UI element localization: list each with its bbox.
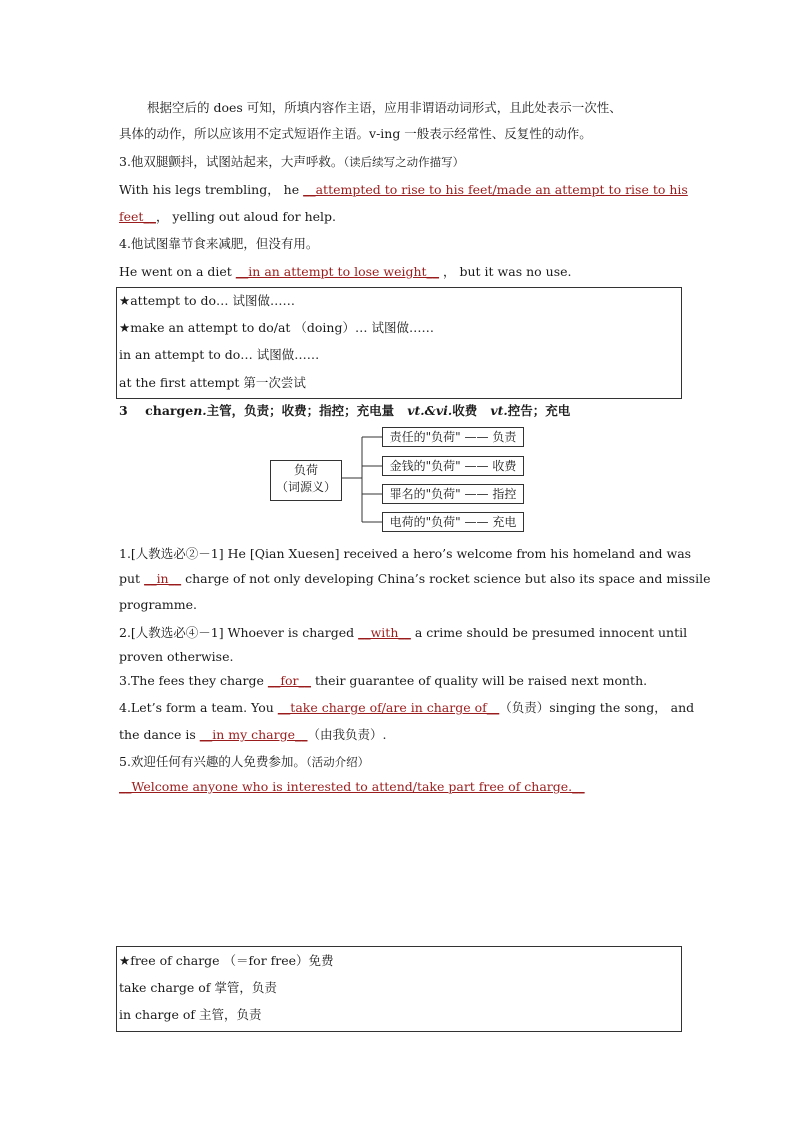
box1-line-2: ★make an attempt to do/at （doing）… 试图做……: [119, 320, 434, 335]
ex3-line: [119, 673, 647, 688]
q4-en-a: He went on a diet: [119, 264, 232, 279]
ex1-line-3: programme.: [119, 597, 198, 612]
q3-cn-text: 3.他双腿颤抖，试图站起来，大声呼救。: [119, 154, 344, 169]
ex5-answer: __Welcome anyone who is interested to attend/take part free of charge.__: [119, 779, 585, 794]
box1-line-3: in an attempt to do… 试图做……: [119, 347, 320, 362]
ex3-answer: __for__: [267, 673, 312, 688]
box1-line-4: at the first attempt 第一次尝试: [119, 375, 306, 390]
diagram-root: [270, 460, 342, 501]
ex4-answer-2: __in my charge__: [199, 727, 308, 742]
heading-meaning-n: 主管，负责；收费；指控；充电量: [206, 403, 395, 418]
q4-answer: __in an attempt to lose weight__: [235, 264, 440, 279]
ex1-rest: charge of not only developing China’s rocket science but also its space and missile: [185, 571, 711, 586]
ex5-chinese: [119, 752, 369, 770]
box2-line-2: take charge of 掌管，负责: [119, 980, 277, 995]
q3-answer-a: __attempted to rise to his feet/made an attempt to rise to his: [303, 182, 688, 197]
diagram-branch-1: 责任的"负荷" —— 负责: [382, 427, 524, 447]
ex4-line-2: [119, 725, 387, 743]
q3-note: （读后续写之动作描写）: [343, 155, 465, 169]
ex4-line-1: [119, 698, 694, 716]
ex2-answer: __with__: [358, 625, 411, 640]
ex1-put: put: [119, 571, 141, 586]
ex5-answer-line: [119, 779, 585, 794]
ex3-start: 3.The fees they charge: [119, 673, 264, 688]
ex4-start: 4.Let’s form a team. You: [119, 700, 274, 715]
heading-pos-v: vt.&vi.: [407, 403, 453, 418]
q4-en-b: ， but it was no use.: [443, 264, 572, 279]
q3-en-a: With his legs trembling， he: [119, 182, 300, 197]
ex2-line-1: [119, 623, 687, 641]
ex5-cn-text: 5.欢迎任何有兴趣的人免费参加。: [119, 754, 306, 769]
heading-word: charge: [145, 403, 194, 418]
q3-en-b: ， yelling out aloud for help.: [155, 209, 337, 224]
heading-pos-vt: vt.: [490, 403, 508, 418]
ex1-line-2: [119, 571, 710, 586]
heading-meaning-v: 收费: [452, 403, 478, 418]
explain-line-2: 具体的动作，所以应该用不定式短语作主语。v-ing 一般表示经常性、反复性的动作。: [119, 126, 592, 141]
ex2-rest: a crime should be presumed innocent until: [414, 625, 688, 640]
explain-line-1: 根据空后的 does 可知，所填内容作主语，应用非谓语动词形式，且此处表示一次性、: [147, 100, 622, 115]
ex4-rest: （负责）singing the song， and: [499, 700, 695, 715]
q4-chinese: 4.他试图靠节食来减肥，但没有用。: [119, 236, 319, 251]
ex5-note: （活动介绍）: [305, 755, 370, 769]
ex4-end: （由我负责）.: [307, 727, 387, 742]
diagram-branch-2: 金钱的"负荷" —— 收费: [382, 456, 524, 476]
diagram-branch-3: 罪名的"负荷" —— 指控: [382, 484, 524, 504]
box2-line-1: ★free of charge （＝for free）免费: [119, 953, 334, 968]
heading-meaning-vt: 控告；充电: [507, 403, 571, 418]
q3-answer-b: feet__: [119, 209, 156, 224]
ex4-answer: __take charge of/are in charge of__: [277, 700, 500, 715]
ex2-start: 2.[人教选必④－1] Whoever is charged: [119, 625, 355, 640]
ex2-line-2: proven otherwise.: [119, 649, 234, 664]
heading-pos-n: n.: [193, 403, 207, 418]
ex1-answer: __in__: [144, 571, 182, 586]
diagram-branch-4: 电荷的"负荷" —— 充电: [382, 512, 524, 532]
heading-number: 3: [119, 403, 128, 418]
diagram-root-title: 负荷: [293, 463, 318, 477]
ex4-dance: the dance is: [119, 727, 196, 742]
box1-line-1: ★attempt to do… 试图做……: [119, 293, 295, 308]
box2-line-3: in charge of 主管，负责: [119, 1007, 262, 1022]
ex1-line-1: 1.[人教选必②－1] He [Qian Xuesen] received a hero’s welcome from his homeland and was: [119, 546, 692, 561]
ex3-rest: their guarantee of quality will be raised next month.: [315, 673, 648, 688]
diagram-root-subtitle: （词源义）: [275, 480, 336, 494]
